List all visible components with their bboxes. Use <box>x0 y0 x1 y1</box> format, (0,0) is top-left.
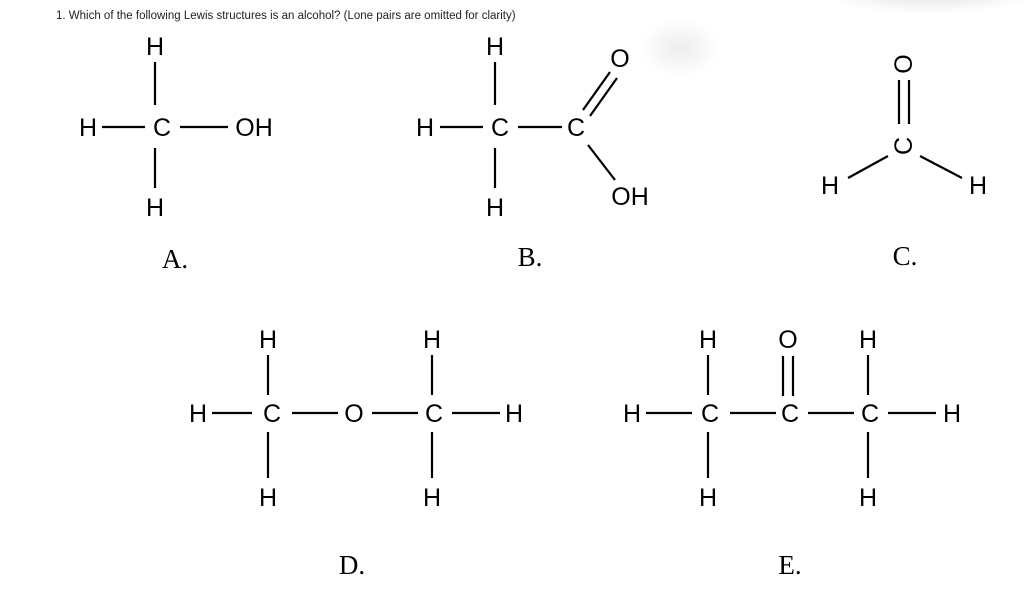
atom-oh: OH <box>235 114 273 142</box>
atom-h: H <box>258 484 278 512</box>
atom-h: H <box>258 326 278 354</box>
atom-o: O <box>778 326 798 354</box>
structure-c <box>821 54 987 271</box>
atom-oh: OH <box>611 183 649 211</box>
choice-b-label: B. <box>517 242 543 272</box>
atom-h: H <box>188 400 208 428</box>
bond <box>920 156 962 178</box>
atom-o: O <box>890 54 918 74</box>
bond <box>588 145 615 180</box>
atom-h: H <box>858 484 878 512</box>
atom-c: C <box>424 400 444 428</box>
atom-h: H <box>858 326 878 354</box>
choice-e-label: E. <box>778 550 802 580</box>
atom-h: H <box>968 172 988 200</box>
atom-h: H <box>820 172 840 200</box>
choice-c-label: C. <box>892 241 918 271</box>
atom-o: O <box>344 400 364 428</box>
atom-o: O <box>610 45 630 73</box>
double-bond <box>590 78 617 116</box>
atom-h: H <box>422 484 442 512</box>
atom-c: C <box>860 400 880 428</box>
structure-a <box>79 33 273 274</box>
atom-h: H <box>145 33 165 61</box>
atom-h: H <box>622 400 642 428</box>
atom-h: H <box>504 400 524 428</box>
choice-a-label: A. <box>161 244 189 274</box>
atom-h: H <box>78 114 98 142</box>
atom-h: H <box>415 114 435 142</box>
atom-c: C <box>700 400 720 428</box>
structure-e <box>623 326 961 580</box>
atom-h: H <box>698 484 718 512</box>
structure-d <box>189 326 523 580</box>
atom-c: C <box>566 114 586 142</box>
atom-h: H <box>942 400 962 428</box>
atom-c: C <box>490 114 510 142</box>
atom-h: H <box>145 194 165 222</box>
atom-h: H <box>485 33 505 61</box>
atom-c: C <box>780 400 800 428</box>
atom-c: C <box>890 136 918 156</box>
question-text: 1. Which of the following Lewis structures is an alcohol? (Lone pairs are omitted for clarity) <box>56 10 516 22</box>
atom-h: H <box>485 194 505 222</box>
atom-c: C <box>152 114 172 142</box>
bond <box>848 156 888 178</box>
atom-h: H <box>422 326 442 354</box>
structure-b <box>416 33 649 272</box>
atom-h: H <box>698 326 718 354</box>
choice-d-label: D. <box>338 550 366 580</box>
atom-c: C <box>262 400 282 428</box>
double-bond <box>583 72 610 110</box>
